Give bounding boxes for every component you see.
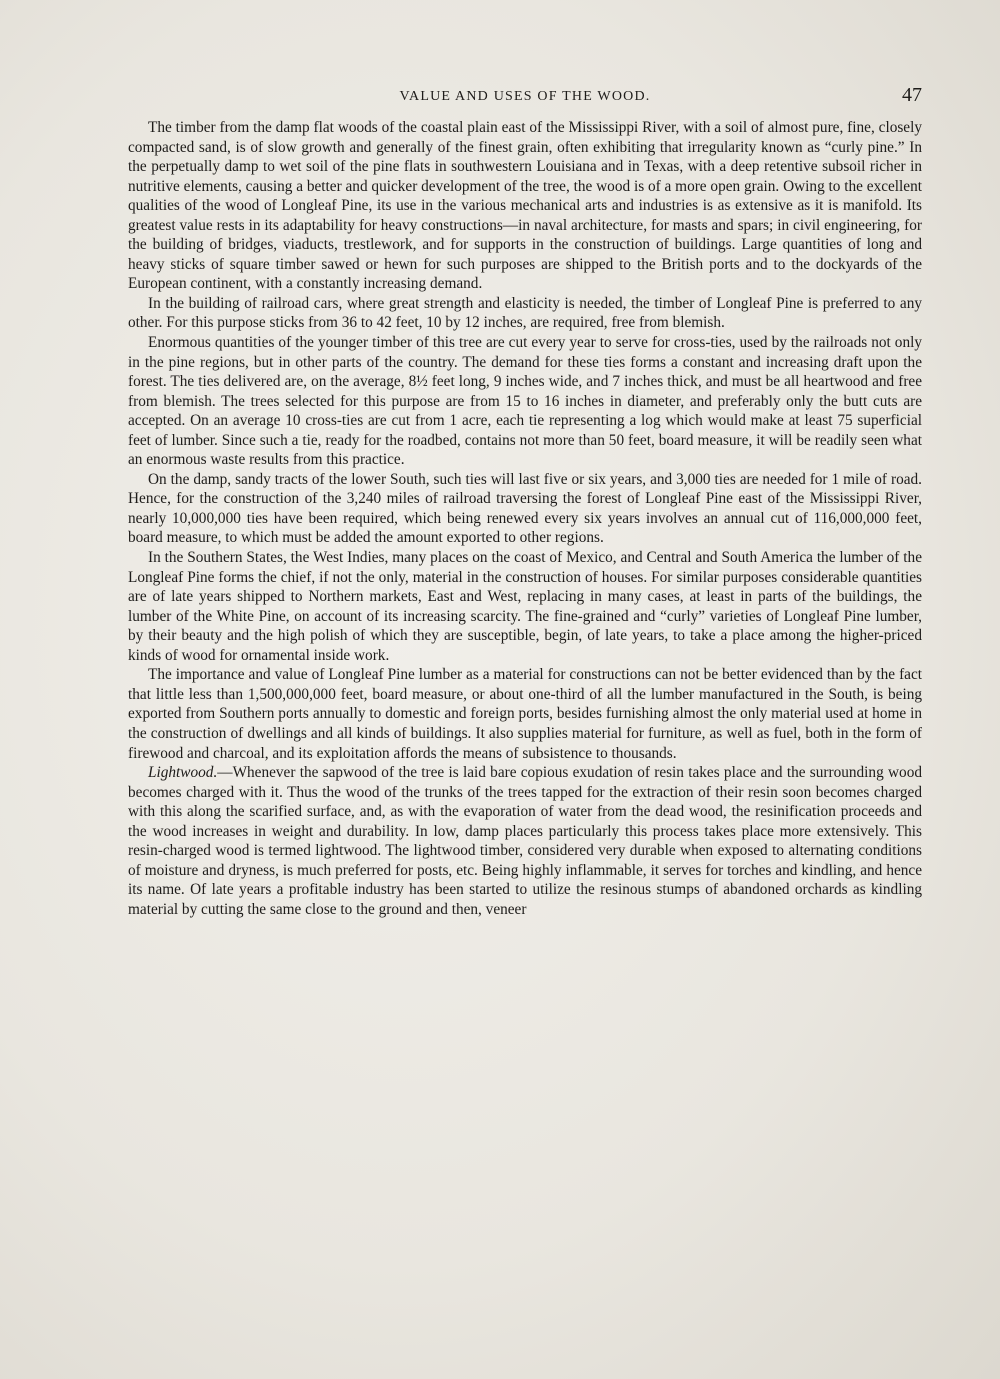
paragraph: The timber from the damp flat woods of the coastal plain east of the Mississippi River, with a soil of almost pure, fine, closely compacted sand, is of slow growth and generally of the finest grain, often exhibiting that irregularity known as “curly pine.” In the perpetually damp to wet soil of the pine flats in southwestern Louisiana and in Texas, with a deep retentive subsoil richer in nutritive elements, causing a better and quicker development of the tree, the wood is of a more open grain. Owing to the excellent qualities of the wood of Longleaf Pine, its use in the various mechanical arts and industries is as extensive as it is manifold. Its greatest value rests in its adaptability for heavy constructions—in naval architecture, for masts and spars; in civil engineering, for the building of bridges, viaducts, trestlework, and for supports in the construction of buildings. Large quantities of long and heavy sticks of square timber sawed or hewn for such purposes are shipped to the British ports and to the dockyards of the European continent, with a constantly increasing demand. [128,119,922,293]
paragraph: In the building of railroad cars, where great strength and elasticity is needed, the timber of Longleaf Pine is preferred to any other. For this purpose sticks from 36 to 42 feet, 10 by 12 inches, are required, free from blemish. [128,294,922,332]
paragraph: The importance and value of Longleaf Pine lumber as a material for constructions can not be better evidenced than by the fact that little less than 1,500,000,000 feet, board measure, or about one-third of all the lumber manufactured in the South, is being exported from Southern ports annually to domestic and foreign ports, besides furnishing almost the only material used at home in the construction of dwellings and all kinds of buildings. It also supplies material for furniture, as well as fuel, both in the form of firewood and charcoal, and its exploitation affords the means of subsistence to thousands. [128,666,922,762]
page-number: 47 [902,84,922,106]
lightwood-text: —Whenever the sapwood of the tree is laid bare copious exudation of resin takes place and the surrounding wood becomes charged with it. Thus the wood of the trunks of the trees tapped for the extraction of their resin soon becomes charged with this along the scarified surface, and, as with the evaporation of water from the dead wood, the resinification proceeds and the wood increases in weight and durability. In low, damp places particularly this process takes place more extensively. This resin-charged wood is termed lightwood. The lightwood timber, considered very durable when exposed to alternating conditions of moisture and dryness, is much preferred for posts, etc. Being highly inflammable, it serves for torches and kindling, and hence its name. Of late years a profitable industry has been started to utilize the resinous stumps of abandoned orchards as kindling material by cutting the same close to the ground and then, veneer [128,764,922,918]
page-header [128,86,922,112]
paragraph: On the damp, sandy tracts of the lower South, such ties will last five or six years, and 3,000 ties are needed for 1 mile of road. Hence, for the construction of the 3,240 miles of railroad traversing the forest of Longleaf Pine east of the Mississippi River, nearly 10,000,000 ties have been required, which being renewed every six years involves an annual cut of 116,000,000 feet, board measure, to which must be added the amount exported to other regions. [128,470,922,547]
body-text [128,118,922,919]
paragraph: In the Southern States, the West Indies, many places on the coast of Mexico, and Central and South America the lumber of the Longleaf Pine forms the chief, if not the only, material in the construction of houses. For similar purposes considerable quantities are of late years shipped to Northern markets, East and West, replacing in many cases, at least in parts of the buildings, the lumber of the White Pine, on account of its increasing scarcity. The fine-grained and “curly” varieties of Longleaf Pine lumber, by their beauty and the high polish of which they are susceptible, begin, of late years, to take a place among the higher-priced kinds of wood for ornamental inside work. [128,549,922,664]
lightwood-heading: Lightwood. [148,764,218,782]
paragraph-lightwood [128,763,922,919]
running-head: VALUE AND USES OF THE WOOD. [399,89,651,104]
paragraph: Enormous quantities of the younger timber of this tree are cut every year to serve for cross-ties, used by the railroads not only in the pine regions, but in other parts of the country. The demand for these ties forms a constant and increasing draft upon the forest. The ties delivered are, on the average, 8½ feet long, 9 inches wide, and 7 inches thick, and must be all heartwood and free from blemish. The trees selected for this purpose are from 15 to 16 inches in diameter, and preferably only the butt cuts are accepted. On an average 10 cross-ties are cut from 1 acre, each tie representing a log which would make at least 75 superficial feet of lumber. Since such a tie, ready for the roadbed, contains not more than 50 feet, board measure, it will be readily seen what an enormous waste results from this practice. [128,334,922,469]
